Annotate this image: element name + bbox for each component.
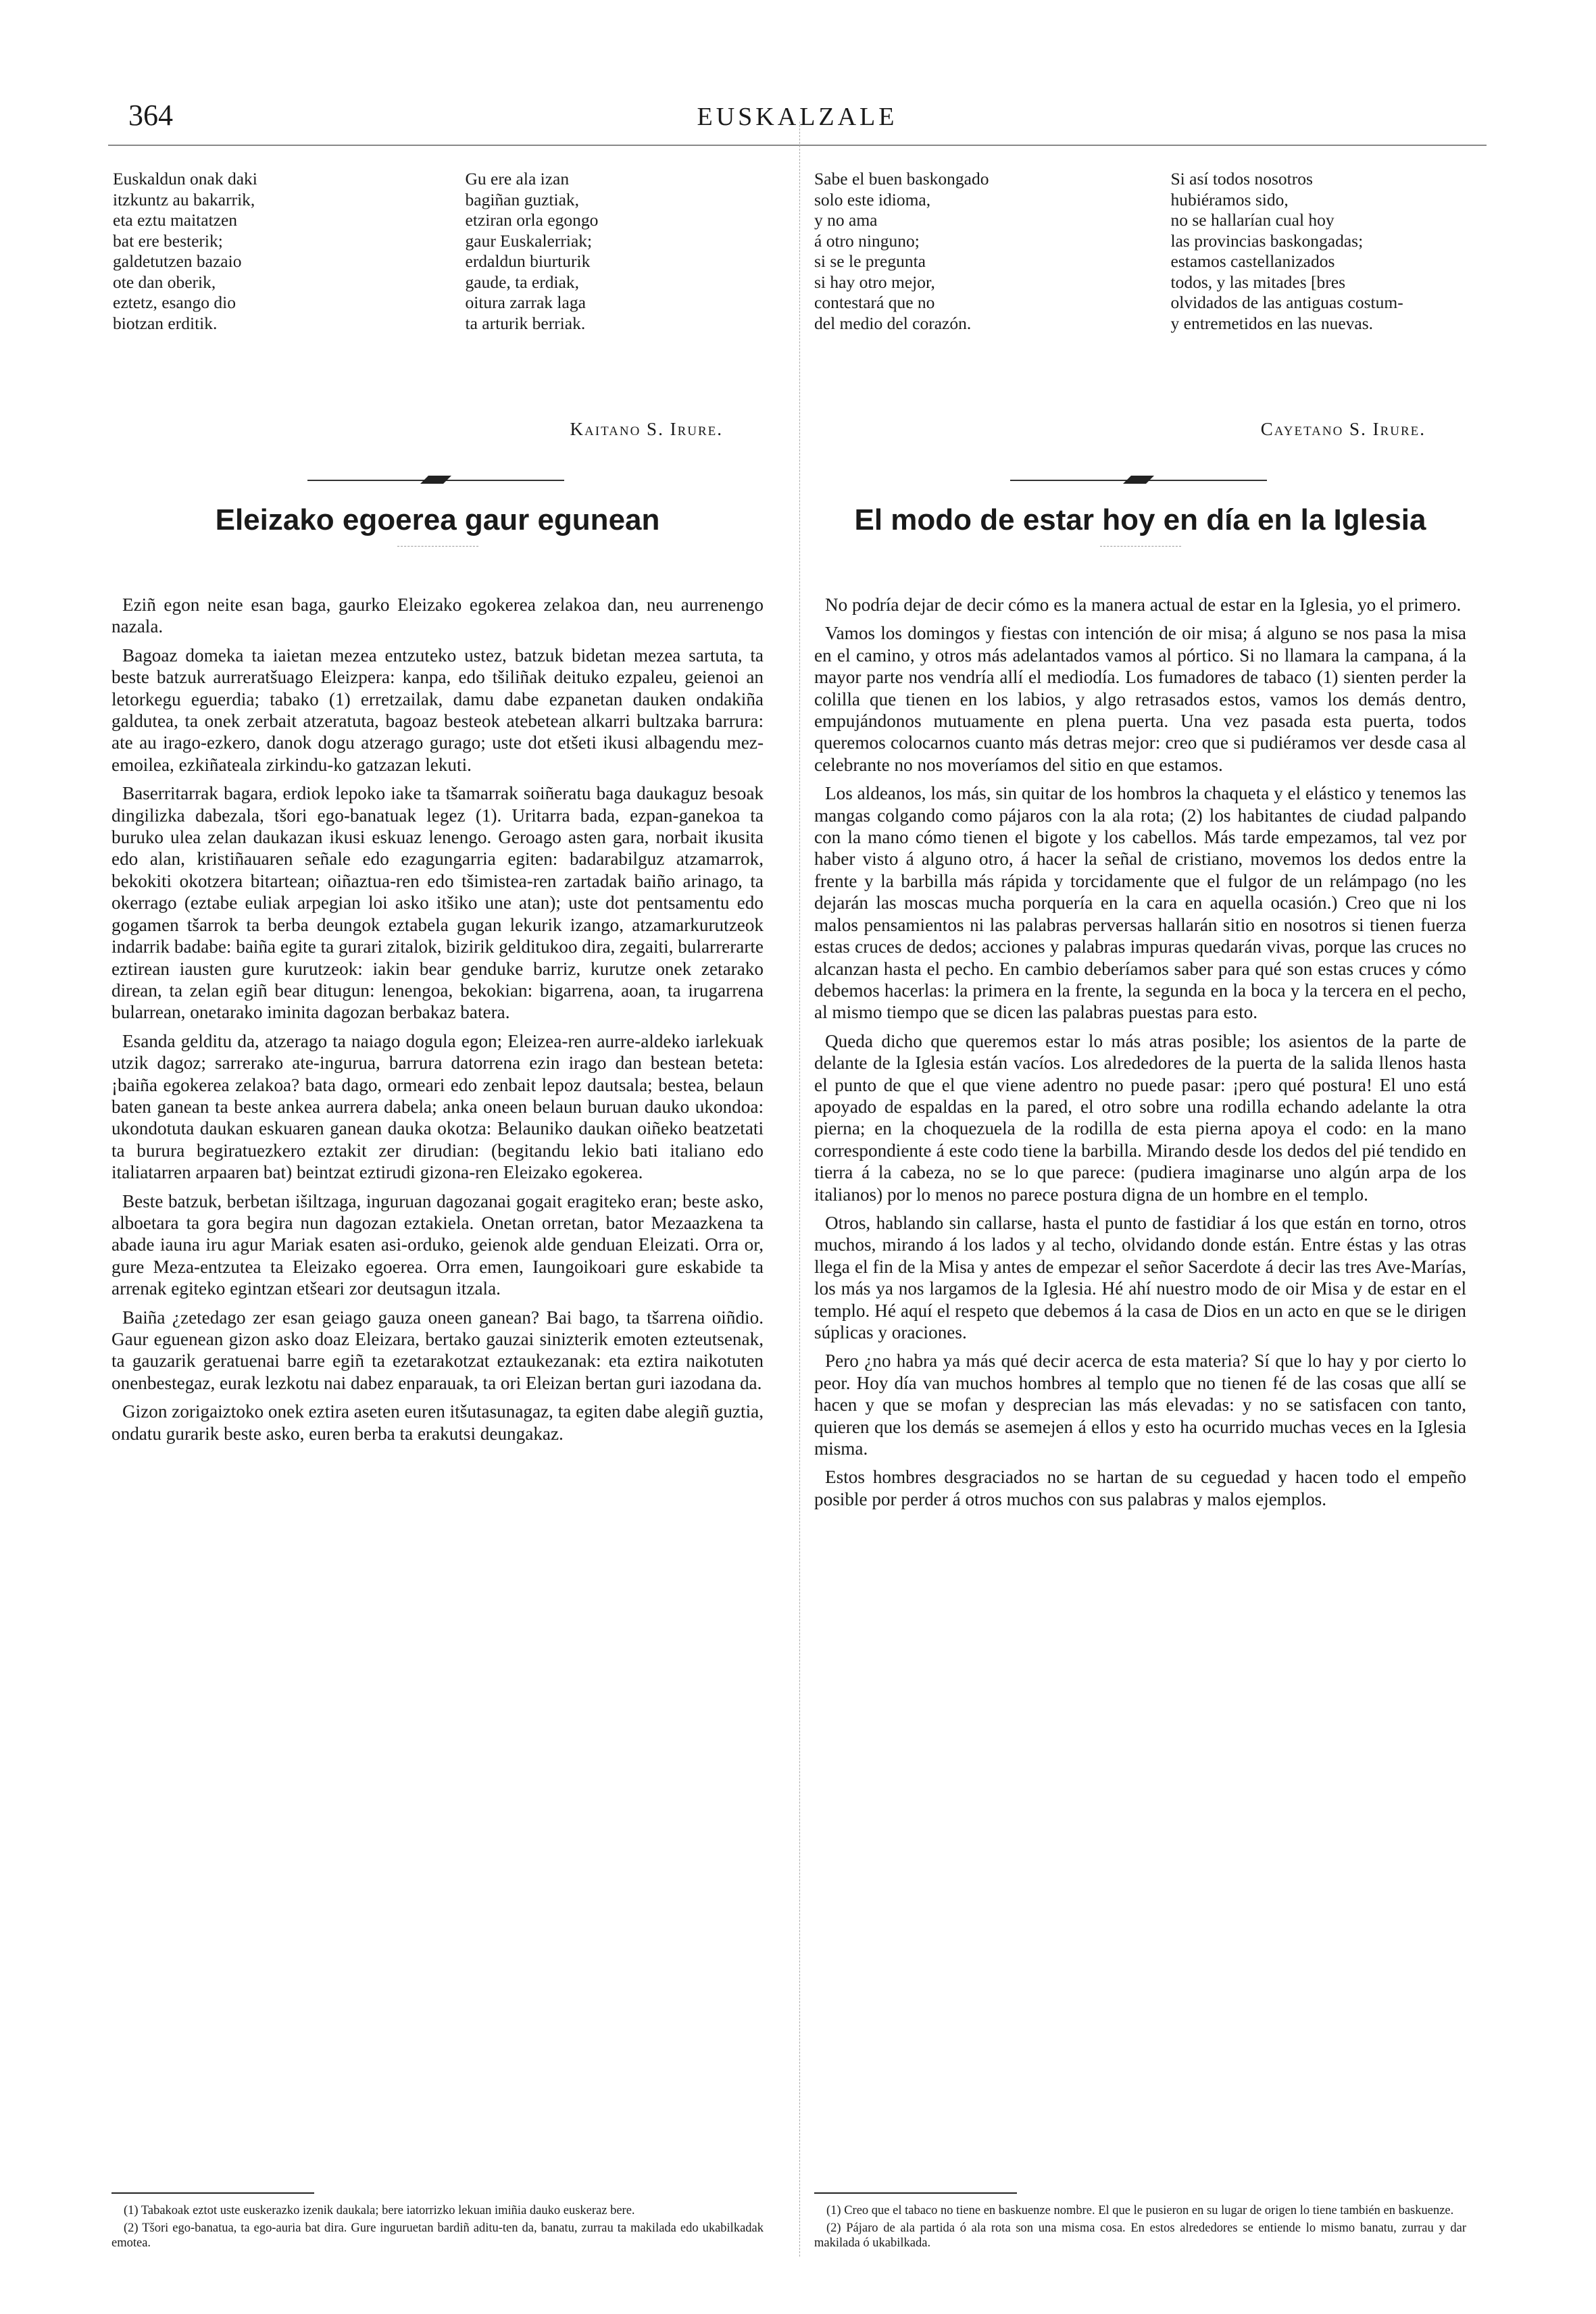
ornamental-divider xyxy=(814,459,1466,500)
basque-poem-stanza-1: Euskaldun onak daki itzkuntz au bakarrik, eta eztu maitatzen bat ere besterik; galdetutzen bazaio ote dan oberik, eztetz, esango dio biotzan erditik. xyxy=(113,169,257,333)
basque-article-body xyxy=(111,594,764,1444)
footnote: (2) Pájaro de ala partida ó ala rota son una misma cosa. En estos alrededores se entiende lo mismo banatu, zurrau y dar makilada ó ukabilkada. xyxy=(814,2221,1466,2250)
paragraph: Bagoaz domeka ta iaietan mezea entzuteko ustez, batzuk bidetan mezea sartuta, ta beste batzuk aurreratšuago Eleizpera: kanpa, edo tšiliñak deituko ezpaleu, geienoi an letorkegu eguerdia; tabako (1) erretzailak, damu dabe ezpanetan dauken ondakiña galdutea, ta onek zerbait atzeratuta, bagoaz besteok atebetean alkarri bultzaka barrura: ate au irago-ezkero, danok dogu atzerago gurago; uste dot etšeti ikusi albagendu mez-emoilea, ezkiñateala zirkindu-ko gatzazan lekuti. xyxy=(111,645,764,775)
footnote-rule xyxy=(814,2192,1017,2194)
paragraph: Baserritarrak bagara, erdiok lepoko iake ta tšamarrak soiñeratu baga daukaguz besoak dingilizka dabezala, tšori ego-banatuak legez (1). Uritarra bada, ezpan-ganekoa ta buruko ulea zelan daukazan ikusi eskuaz lenengo. Geroago asten gara, norbait ikusita edo alan, kristiñauaren señale edo ezagungarria egiten: badarabilguz atzamarrok, bekokiti okotzera bitartean; oiñaztua-ren edo tšimistea-ren zartadak baiño arinago, ta okerrago (eztabe euliak arpegian loi asko itšiko une atan); uste dot pentsamentu edo gogamen tšarrok ta berba deungok eztabela gugan lekurik izango, atzamarkurutzeok indarrik badabe: baiña egite ta gurari zitalok, bizirik gelditukoo dira, zegaiti, bularrerarte eztirean iausten gure kurutzeok: iakin bear genduke barriz, kurutze onek zetarako direan, ta zelan egiñ bear ditugun: lenengoa, bekokian: bigarrena, aoan, ta irugarrena bularrean, onetarako iminita dagozan berbakaz batera. xyxy=(111,783,764,1023)
paragraph: Queda dicho que queremos estar lo más atras posible; los asientos de la parte de delante de la Iglesia están vacíos. Los alrededores de la puerta de la salida llenos hasta el punto de que el que viene adentro no puede pasar: ¡pero qué postura! El uno está apoyado de espaldas en la pared, el otro sobre una rodilla echando adelante la otra pierna; en la choquezuela de la rodilla de esta pierna apoya el codo: en la mano correspondiente á este codo tiene la barbilla. Mirando desde los dedos del pié tendido en tierra á la cabeza, no se lo que parece: (pudiera imaginarse uno algún arpa de los italianos) por lo menos no parece postura digna de un hombre en el templo. xyxy=(814,1030,1466,1205)
spanish-footnotes xyxy=(814,2192,1466,2253)
paragraph: Estos hombres desgraciados no se hartan de su ceguedad y hacen todo el empeño posible por perder á otros muchos con sus palabras y malos ejemplos. xyxy=(814,1467,1466,1509)
ornament-icon xyxy=(1123,476,1154,484)
page-header xyxy=(108,98,1487,145)
column-divider xyxy=(799,122,800,2257)
footnote: (1) Tabakoak eztot uste euskerazko izenik daukala; bere iatorrizko lekuan imiñia dauko euskeraz bere. xyxy=(124,2204,635,2217)
title-rule xyxy=(397,546,478,580)
paragraph: Eziñ egon neite esan baga, gaurko Eleizako egokerea zelakoa dan, neu aurrenengo nazala. xyxy=(111,595,764,637)
running-head: EUSKALZALE xyxy=(697,103,898,131)
paragraph: No podría dejar de decir cómo es la manera actual de estar en la Iglesia, yo el primero. xyxy=(825,595,1462,615)
paragraph: Los aldeanos, los más, sin quitar de los hombros la chaqueta y el elástico y tenemos las mangas colgando como pájaros con la ala rota; (2) los habitantes de ciudad palpando con la mano cómo tienen el bigote y los cabellos. Más tarde empezamos, tal vez por haber visto á alguno otro, á hacer la señal de cristiano, movemos los dedos entre la frente y la barbilla más rápida y torcidamente que el fulgor de un relámpago (no les dejarán las moscas mucha porquería en la cara en aquella ocasión.) Creo que ni los malos pensamientos ni las palabras perversas hallarán sitio en nosotros si tienen fuerza estas cruces de dedos; acciones y palabras impuras quedarán vivas, porque las cruces no alcanzan hasta el pecho. En cambio deberíamos saber para qué son estas cruces y cómo debemos hacerlas: la primera en la frente, la segunda en la boca y la tercera en el pecho, al mismo tiempo que se dicen las palabras puestas para esto. xyxy=(814,783,1466,1023)
header-rule xyxy=(108,145,1487,146)
basque-poem-signature: Kaitano S. Irure. xyxy=(570,419,723,439)
spanish-column xyxy=(814,169,1466,1517)
paragraph: Baiña ¿zetedago zer esan geiago gauza oneen ganean? Bai bago, ta tšarrena oiñdio. Gaur eguenean gizon asko doaz Eleizara, bertako gauzai sinizterik emoten ezteutsenak, ta gauzarik geratuenai barre egiñ ta ezetarakotzat eztaukezanak: eta eztira naikotuten onenbestegaz, eurak lezkotu nai dabez enparauak, ta ori Eleizan bertan guri iazodana da. xyxy=(111,1307,764,1393)
basque-poem-stanza-2: Gu ere ala izan bagiñan guztiak, etziran orla egongo gaur Euskalerriak; erdaldun biurturik gaude, ta erdiak, oitura zarrak laga ta arturik berriak. xyxy=(465,169,599,333)
ornamental-divider xyxy=(111,459,764,500)
spanish-poem xyxy=(814,169,1466,419)
basque-footnotes xyxy=(111,2192,764,2253)
page-number: 364 xyxy=(128,99,173,132)
footnote-rule xyxy=(111,2192,314,2194)
title-rule xyxy=(1100,546,1181,580)
basque-article-title: Eleizako egoerea gaur egunean xyxy=(215,503,660,536)
footnote: (1) Creo que el tabaco no tiene en baskuenze nombre. El que le pusieron en su lugar de origen lo tiene también en baskuenze. xyxy=(826,2204,1454,2217)
basque-column xyxy=(111,169,764,1451)
paragraph: Beste batzuk, berbetan išiltzaga, inguruan dagozanai gogait eragiteko eran; beste asko, alboetara ta gora begira nun dagozan eztakiela. Onetan orretan, bator Mezaazkena ta abade iauna iru agur Mariak esaten asi-orduko, geienok alde genduan Eleizati. Orra or, gure Meza-entzutea ta Eleizako egoerea. Orra emen, Iaungoikoari gure eskabide ta arrenak egiteko egintzan etšeari zor deutsagun itzala. xyxy=(111,1190,764,1299)
paragraph: Vamos los domingos y fiestas con intención de oir misa; á alguno se nos pasa la misa en el camino, y otros más adelantados vamos al pórtico. Si no llamara la campana, á la mayor parte nos vendría allí el mediodía. Los fumadores de tabaco (1) sienten perder la colilla que tienen en los labios, y algo retrasados estos, vamos los demás dentro, empujándonos mutuamente en plena puerta. Una vez pasada esta puerta, todos queremos colocarnos cuanto más detras mejor: creo que si pudiéramos ver desde casa al celebrante no nos moveríamos del sitio en que estamos. xyxy=(814,623,1466,775)
footnote: (2) Tšori ego-banatua, ta ego-auria bat dira. Gure inguruetan bardiñ aditu-ten da, banatu, zurrau ta makilada edo ukabilkadak emotea. xyxy=(111,2221,764,2250)
paragraph: Esanda gelditu da, atzerago ta naiago dogula egon; Eleizea-ren aurre-aldeko iarlekuak utzik dagoz; sarrerako ate-ingurua, barrura datorrena ezin irago dan bestean beteta: ¡baiña egokerea zelakoa? bata dago, ormeari edo zenbait lepoz dautsala; bestea, belaun baten ganean ta beste ankea aurrera dabela; anka oneen belaun buruan dauko ukondoa: ukondotuta daukan eskuaren ganean dauka okotza: Belauniko daukan oiñeko beatzetati ta burura begiratuezkero eztakit zer dirudian: (begitandu lekio bati italiano edo italiatarren arpaaren bat) beintzat eztirudi gizona-ren Eleizako egokerea. xyxy=(111,1030,764,1183)
spanish-poem-stanza-1: Sabe el buen baskongado solo este idioma, y no ama á otro ninguno; si se le pregunta si hay otro mejor, contestará que no del medio del corazón. xyxy=(814,169,989,333)
ornament-icon xyxy=(420,476,451,484)
basque-poem xyxy=(111,169,764,419)
paragraph: Otros, hablando sin callarse, hasta el punto de fastidiar á los que están en torno, otros muchos, mirando á los lados y al techo, olvidando donde están. Entre éstas y las otras llega el fin de la Misa y antes de empezar el señor Sacerdote á decir las tres Ave-Marías, los más ya nos largamos de la Iglesia. Hé ahí nuestro modo de oir Misa y de estar en el templo. Hé aquí el respeto que debemos á la casa de Dios en un acto en que se le dirigen súplicas y oraciones. xyxy=(814,1212,1466,1342)
spanish-article-title: El modo de estar hoy en día en la Iglesia xyxy=(854,503,1426,536)
spanish-article-body xyxy=(814,594,1466,1510)
spanish-poem-signature: Cayetano S. Irure. xyxy=(1260,419,1426,439)
paragraph: Pero ¿no habra ya más qué decir acerca de esta materia? Sí que lo hay y por cierto lo peor. Hoy día van muchos hombres al templo que no tienen fé de las cosas que allí se hacen y que se mofan y desprecian las más elevadas: y no se satisfacen con tanto, quieren que los demás se asemejen á ellos y esto ha ocurrido muchas veces en la Iglesia misma. xyxy=(814,1351,1466,1459)
spanish-poem-stanza-2: Si así todos nosotros hubiéramos sido, no se hallarían cual hoy las provincias baskongadas; estamos castellanizados todos, y las mitades [bres olvidados de las antiguas costum- y entremetidos en las nuevas. xyxy=(1170,169,1403,333)
paragraph: Gizon zorigaiztoko onek eztira aseten euren itšutasunagaz, ta egiten dabe alegiñ guztia, ondatu gurarik beste asko, euren berba ta erakutsi deungakaz. xyxy=(111,1401,764,1444)
